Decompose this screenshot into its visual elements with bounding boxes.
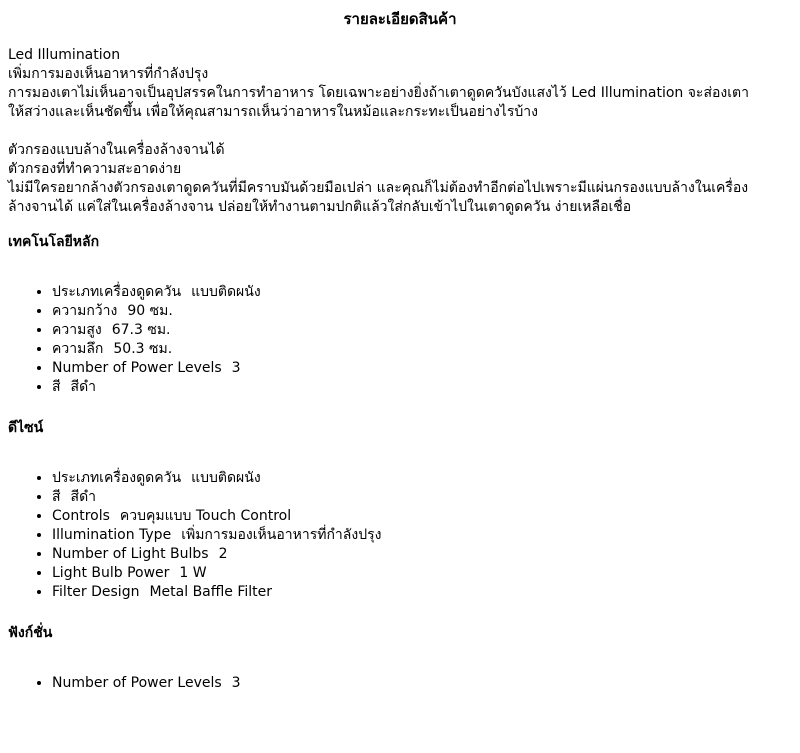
filter-subheading: ตัวกรองที่ทำความสะอาดง่าย — [8, 161, 182, 177]
list-item — [52, 302, 792, 321]
spec-value: แบบติดผนัง — [191, 284, 261, 300]
section-heading: ดีไซน์ — [8, 420, 44, 436]
spec-value: เพิ่มการมองเห็นอาหารที่กำลังปรุง — [181, 527, 382, 543]
filter-description — [8, 141, 792, 217]
led-heading: Led Illumination — [8, 47, 121, 63]
spec-value: Metal Baffle Filter — [149, 584, 273, 600]
led-subheading: เพิ่มการมองเห็นอาหารที่กำลังปรุง — [8, 66, 209, 82]
spec-value: 2 — [218, 546, 228, 562]
list-item — [52, 378, 792, 397]
spec-label: Number of Power Levels — [52, 675, 222, 691]
spec-label: Illumination Type — [52, 527, 172, 543]
list-item — [52, 507, 792, 526]
spec-value: 3 — [231, 360, 241, 376]
list-item — [52, 283, 792, 302]
list-item — [52, 359, 792, 378]
list-item — [52, 564, 792, 583]
list-item — [52, 469, 792, 488]
spec-label: ความกว้าง — [52, 303, 118, 319]
spec-value: สีดำ — [70, 489, 97, 505]
list-item — [52, 545, 792, 564]
spec-value: 67.3 ซม. — [111, 322, 171, 338]
spec-label: ประเภทเครื่องดูดควัน — [52, 284, 182, 300]
list-item — [52, 488, 792, 507]
spec-value: 3 — [231, 675, 241, 691]
section-heading: เทคโนโลยีหลัก — [8, 234, 100, 250]
spec-label: ความสูง — [52, 322, 102, 338]
page-title: รายละเอียดสินค้า — [343, 10, 457, 28]
list-item — [52, 340, 792, 359]
led-illumination-description — [8, 46, 792, 122]
filter-body-line-2: ล้างจานได้ แค่ใส่ในเครื่องล้างจาน ปล่อยให้ทำงานตามปกติแล้วใส่กลับเข้าไปในเตาดูดควัน ง่ายเหลือเชื่อ — [8, 199, 632, 215]
spec-label: Number of Light Bulbs — [52, 546, 209, 562]
section-core-technology — [8, 231, 792, 397]
list-item — [52, 321, 792, 340]
spec-label: Light Bulb Power — [52, 565, 170, 581]
spec-value: แบบติดผนัง — [191, 470, 261, 486]
spec-value: 50.3 ซม. — [113, 341, 173, 357]
spec-label: Number of Power Levels — [52, 360, 222, 376]
led-body-line-1: การมองเตาไม่เห็นอาจเป็นอุปสรรคในการทำอาหาร โดยเฉพาะอย่างยิ่งถ้าเตาดูดควันบังแสงไว้ Led Illumination จะส่องเตา — [8, 85, 749, 101]
filter-body-line-1: ไม่มีใครอยากล้างตัวกรองเตาดูดควันที่มีคราบมันด้วยมือเปล่า และคุณก็ไม่ต้องทำอีกต่อไปเพราะมีแผ่นกรองแบบล้างในเครื่อง — [8, 180, 749, 196]
spec-label: Controls — [52, 508, 110, 524]
filter-heading: ตัวกรองแบบล้างในเครื่องล้างจานได้ — [8, 142, 225, 158]
led-body-line-2: ให้สว่างและเห็นชัดขึ้น เพื่อให้คุณสามารถเห็นว่าอาหารในหม้อและกระทะเป็นอย่างไรบ้าง — [8, 104, 538, 120]
spec-list — [8, 469, 792, 602]
spec-label: ความลึก — [52, 341, 104, 357]
list-item — [52, 674, 792, 693]
section-heading: ฟังก์ชั่น — [8, 625, 53, 641]
spec-value: 90 ซม. — [127, 303, 173, 319]
spec-label: ประเภทเครื่องดูดควัน — [52, 470, 182, 486]
spec-label: Filter Design — [52, 584, 140, 600]
spec-label: สี — [52, 489, 61, 505]
spec-label: สี — [52, 379, 61, 395]
section-functions — [8, 622, 792, 693]
spec-list — [8, 283, 792, 397]
spec-value: ควบคุมแบบ Touch Control — [119, 508, 292, 524]
list-item — [52, 583, 792, 602]
list-item — [52, 526, 792, 545]
section-design — [8, 417, 792, 602]
spec-value: 1 W — [179, 565, 207, 581]
spec-list — [8, 674, 792, 693]
spec-value: สีดำ — [70, 379, 97, 395]
